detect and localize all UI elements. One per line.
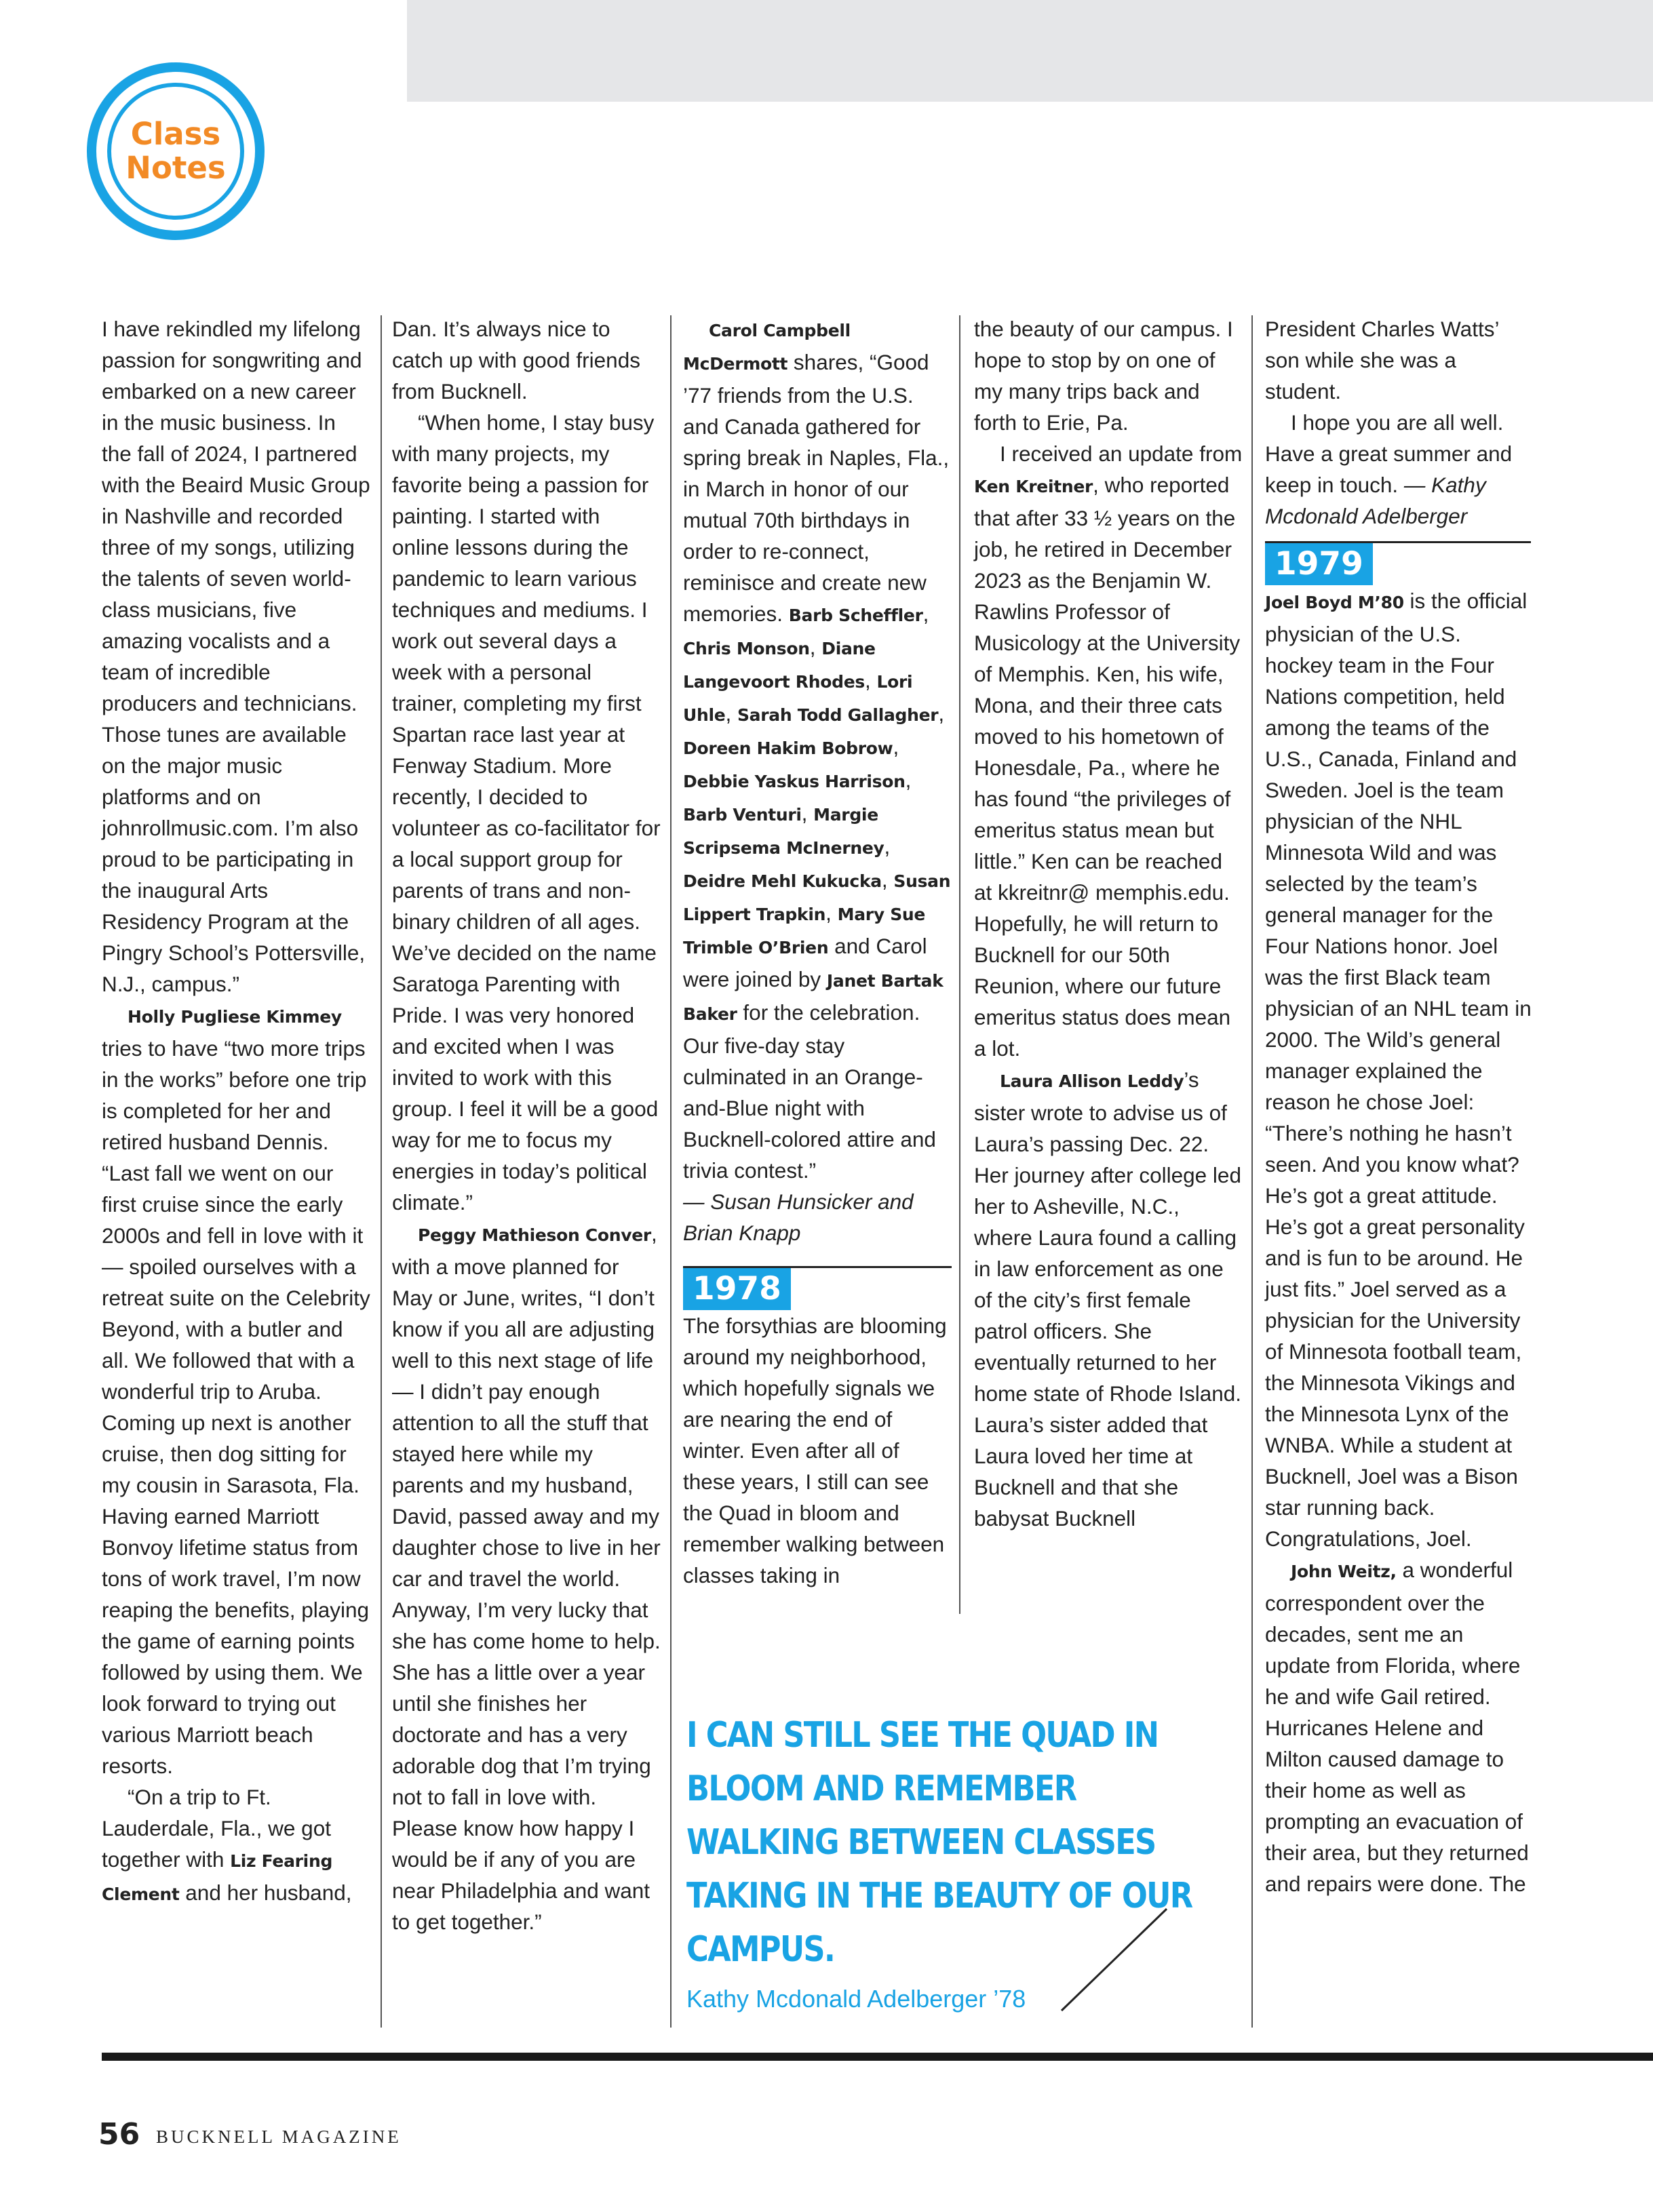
name-doreen-bobrow: Doreen Hakim Bobrow: [683, 738, 893, 758]
column-divider-3: [959, 315, 960, 1614]
pull-quote-attribution: Kathy Mcdonald Adelberger ’78: [686, 1985, 1026, 2013]
name-chris-monson: Chris Monson: [683, 639, 810, 658]
column-3: [683, 313, 952, 1591]
column-divider-2: [670, 315, 672, 2028]
badge-inner-ring: [107, 83, 244, 220]
col3-signature-text: — Susan Hunsicker and Brian Knapp: [683, 1189, 914, 1245]
col4-para-2: [974, 438, 1243, 1064]
name-barb-venturi: Barb Venturi: [683, 805, 802, 825]
header-band: [407, 0, 1653, 102]
col4-para-2-lead: I received an update from: [1000, 441, 1243, 466]
pull-quote-text: I CAN STILL SEE THE QUAD IN BLOOM AND REMEMBER WALKING BETWEEN CLASSES TAKING IN THE BEAUTY OF OUR CAMPUS.: [686, 1715, 1192, 1970]
sep: ,: [864, 668, 877, 692]
col5-para-2: [1265, 407, 1534, 532]
sep: ,: [801, 801, 814, 825]
sep: ,: [809, 635, 822, 659]
name-debbie-harrison: Debbie Yaskus Harrison: [683, 772, 906, 791]
footer-rule: [102, 2053, 1653, 2061]
name-john-weitz: John Weitz,: [1291, 1562, 1397, 1581]
page-number: 56: [98, 2117, 140, 2152]
sep: ,: [881, 867, 894, 892]
name-sarah-gallagher: Sarah Todd Gallagher: [737, 705, 939, 725]
col2-para-1: Dan. It’s always nice to catch up with good friends from Bucknell.: [392, 317, 640, 403]
column-2: [392, 313, 661, 1937]
col5-para-3-text: is the official physician of the U.S. hockey team in the Four Nations competition, held among the teams of the U.S., Canada, Finland and Sweden. Joel is the team physician of the NHL Minnesota Wild and was selected by the team’s general manager for the Four Nations honor. Joel was the first Black team physician of an NHL team in 2000. The Wild’s general manager explained the reason he chose Joel: “There’s nothing he hasn’t seen. And you know what? He’s got a great attitude. He’s got a great personality and is fun to be around. He just fits.” Joel served as a physician for the University of Minnesota football team, the Minnesota Vikings and the Minnesota Lynx of the WNBA. While a student at Bucknell, Joel was a Bison star running back. Congratulations, Joel.: [1265, 589, 1532, 1551]
pull-quote-slash: [1058, 1905, 1173, 2014]
sep: ,: [922, 601, 929, 626]
name-diane-rhodes: Diane Langevoort Rhodes: [683, 639, 876, 692]
name-janet-baker: Janet Bartak Baker: [683, 971, 944, 1024]
name-ken-kreitner: Ken Kreitner: [974, 477, 1093, 496]
col1-para-2-text: tries to have “two more trips in the works” before one trip is completed for her and retired husband Dennis. “Last fall we went on our first cruise since the early 2000s and fell in love with it — spoiled ourselves with a retreat suite on the Celebrity Beyond, with a butler and all. We followed that with a wonderful trip to Aruba. Coming up next is another cruise, then dog sitting for my cousin in Sarasota, Fla. Having earned Marriott Bonvoy lifetime status from tons of work travel, I’m now reaping the benefits, playing the game of earning points followed by using them. We look forward to trying out various Marriott beach resorts.: [102, 1036, 370, 1778]
name-deidre-kukucka: Deidre Mehl Kukucka: [683, 871, 882, 891]
col1-para-2: [102, 1000, 370, 1781]
col1-para-1: I have rekindled my lifelong passion for songwriting and embarked on a new career in the music business. In the fall of 2024, I partnered with the Beaird Music Group in Nashville and recorded three of my songs, utilizing the talents of seven world-class musicians, five amazing vocalists and a team of incredible producers and technicians. Those tunes are available on the major music platforms and on johnrollmusic.com. I’m also proud to be participating in the inaugural Arts Residency Program at the Pingry School’s Pottersville, N.J., campus.”: [102, 317, 370, 996]
col3-para-after: The forsythias are blooming around my neighborhood, which hopefully signals we are nearing the end of winter. Even after all of these years, I still can see the Quad in bloom and remember walking between classes taking in: [683, 1314, 947, 1587]
col4-para-1: the beauty of our campus. I hope to stop by on one of my many trips back and forth to Erie, Pa.: [974, 317, 1233, 435]
col4-para-3: [974, 1064, 1243, 1534]
name-mary-sue-obrien: Mary Sue Trimble O’Brien: [683, 905, 926, 957]
name-joel-boyd: Joel Boyd M’80: [1265, 593, 1404, 612]
col2-para-3: [392, 1218, 661, 1937]
col3-text-3: for the celebration. Our five-day stay culminated in an Orange-and-Blue night with Bucknell-colored attire and trivia contest.”: [683, 1000, 936, 1183]
column-divider-1: [381, 315, 382, 2028]
col5-signature: — Kathy Mcdonald Adelberger: [1265, 473, 1486, 528]
year-heading-1978: 1978: [683, 1268, 791, 1310]
class-notes-badge: [87, 62, 265, 240]
sep: ,: [905, 768, 912, 792]
sep: ,: [825, 901, 838, 925]
sep: ,: [725, 701, 737, 726]
sep: ,: [893, 734, 899, 759]
col2-para-2: “When home, I stay busy with many projects, my favorite being a passion for painting. I started with online lessons during the pandemic to learn various techniques and mediums. I work out several days a week with a personal trainer, completing my first Spartan race last year at Fenway Stadium. More recently, I decided to volunteer as co-facilitator for a local support group for parents of trans and non-binary children of all ages. We’ve decided on the name Saratoga Parenting with Pride. I was very honored and excited when I was invited to work with this group. I feel it will be a good way for me to focus my energies in today’s political climate.”: [392, 410, 661, 1214]
sep: ,: [884, 834, 891, 858]
name-laura-leddy: Laura Allison Leddy: [1000, 1071, 1184, 1091]
col3-text-1: shares, “Good ’77 friends from the U.S. and Canada gathered for spring break in Naples, Fla., in March in honor of our mutual 70th birthdays in order to re-connect, reminisce and create new memories.: [683, 350, 950, 626]
name-carol: Carol Campbell McDermott: [683, 321, 851, 374]
year-1979-wrap: [1265, 543, 1534, 585]
col5-para-4: [1265, 1554, 1534, 1899]
col5-para-1: President Charles Watts’ son while she was a student.: [1265, 317, 1499, 403]
col4-para-3-text: ’s sister wrote to advise us of Laura’s passing Dec. 22. Her journey after college led her to Asheville, N.C., where Laura found a calling in law enforcement as one of the city’s first female patrol officers. She eventually returned to her home state of Rhode Island. Laura’s sister added that Laura loved her time at Bucknell and that she babysat Bucknell: [974, 1067, 1241, 1530]
col5-para-3: [1265, 585, 1534, 1554]
column-1: [102, 313, 370, 1910]
magazine-name: BUCKNELL MAGAZINE: [156, 2127, 402, 2147]
badge-line-1: Class: [130, 116, 221, 152]
badge-line-2: Notes: [125, 150, 226, 186]
name-margie-mcinerney: Margie Scripsema McInerney: [683, 805, 884, 858]
col3-signature: [683, 1186, 952, 1248]
col4-para-2-text: , who reported that after 33 ½ years on the job, he retired in December 2023 as the Benjamin W. Rawlins Professor of Musicology at the University of Memphis. Ken, his wife, Mona, and their three cats moved to his hometown of Honesdale, Pa., where he has found “the privileges of emeritus status mean but little.” Ken can be reached at kkreitnr@ memphis.edu. Hopefully, he will return to Bucknell for our 50th Reunion, where our future emeritus status does mean a lot.: [974, 473, 1241, 1061]
year-heading-1979: 1979: [1265, 543, 1373, 585]
col1-para-3-end: and her husband,: [179, 1880, 352, 1905]
col1-para-3: [102, 1781, 370, 1910]
name-susan-trapkin: Susan Lippert Trapkin: [683, 871, 951, 924]
column-5: [1265, 313, 1534, 1899]
name-barb-scheffler: Barb Scheffler: [788, 606, 923, 625]
col2-para-3-text: , with a move planned for May or June, writes, “I don’t know if you all are adjusting well to this next stage of life — I didn’t pay enough attention to all the stuff that stayed here while my parents and my husband, David, passed away and my daughter chose to live in her car and travel the world. Anyway, I’m very lucky that she has come home to help. She has a little over a year until she finishes her doctorate and has a very adorable dog that I’m trying not to fall in love with. Please know how happy I would be if any of you are near Philadelphia and want to get together.”: [392, 1221, 661, 1934]
col5-para-4-text: a wonderful correspondent over the decades, sent me an update from Florida, where he and wife Gail retired. Hurricanes Helene and Milton caused damage to their home as well as prompting an evacuation of their area, but they returned and repairs were done. The: [1265, 1558, 1529, 1896]
column-divider-4: [1251, 315, 1253, 2028]
name-holly: Holly Pugliese Kimmey: [128, 1007, 342, 1027]
year-1978-wrap: [683, 1268, 952, 1310]
col3-para-1: [683, 313, 952, 1186]
col5-para-2-text: I hope you are all well. Have a great summer and keep in touch.: [1265, 410, 1513, 497]
column-4: [974, 313, 1243, 1534]
name-liz: Liz Fearing Clement: [102, 1851, 333, 1904]
sep: ,: [938, 701, 945, 726]
name-peggy: Peggy Mathieson Conver: [418, 1225, 651, 1245]
col3-text-2: and Carol were joined by: [683, 934, 927, 991]
name-lori-uhle: Lori Uhle: [683, 672, 913, 725]
col1-para-3-text: “On a trip to Ft. Lauderdale, Fla., we got together with: [102, 1785, 331, 1872]
